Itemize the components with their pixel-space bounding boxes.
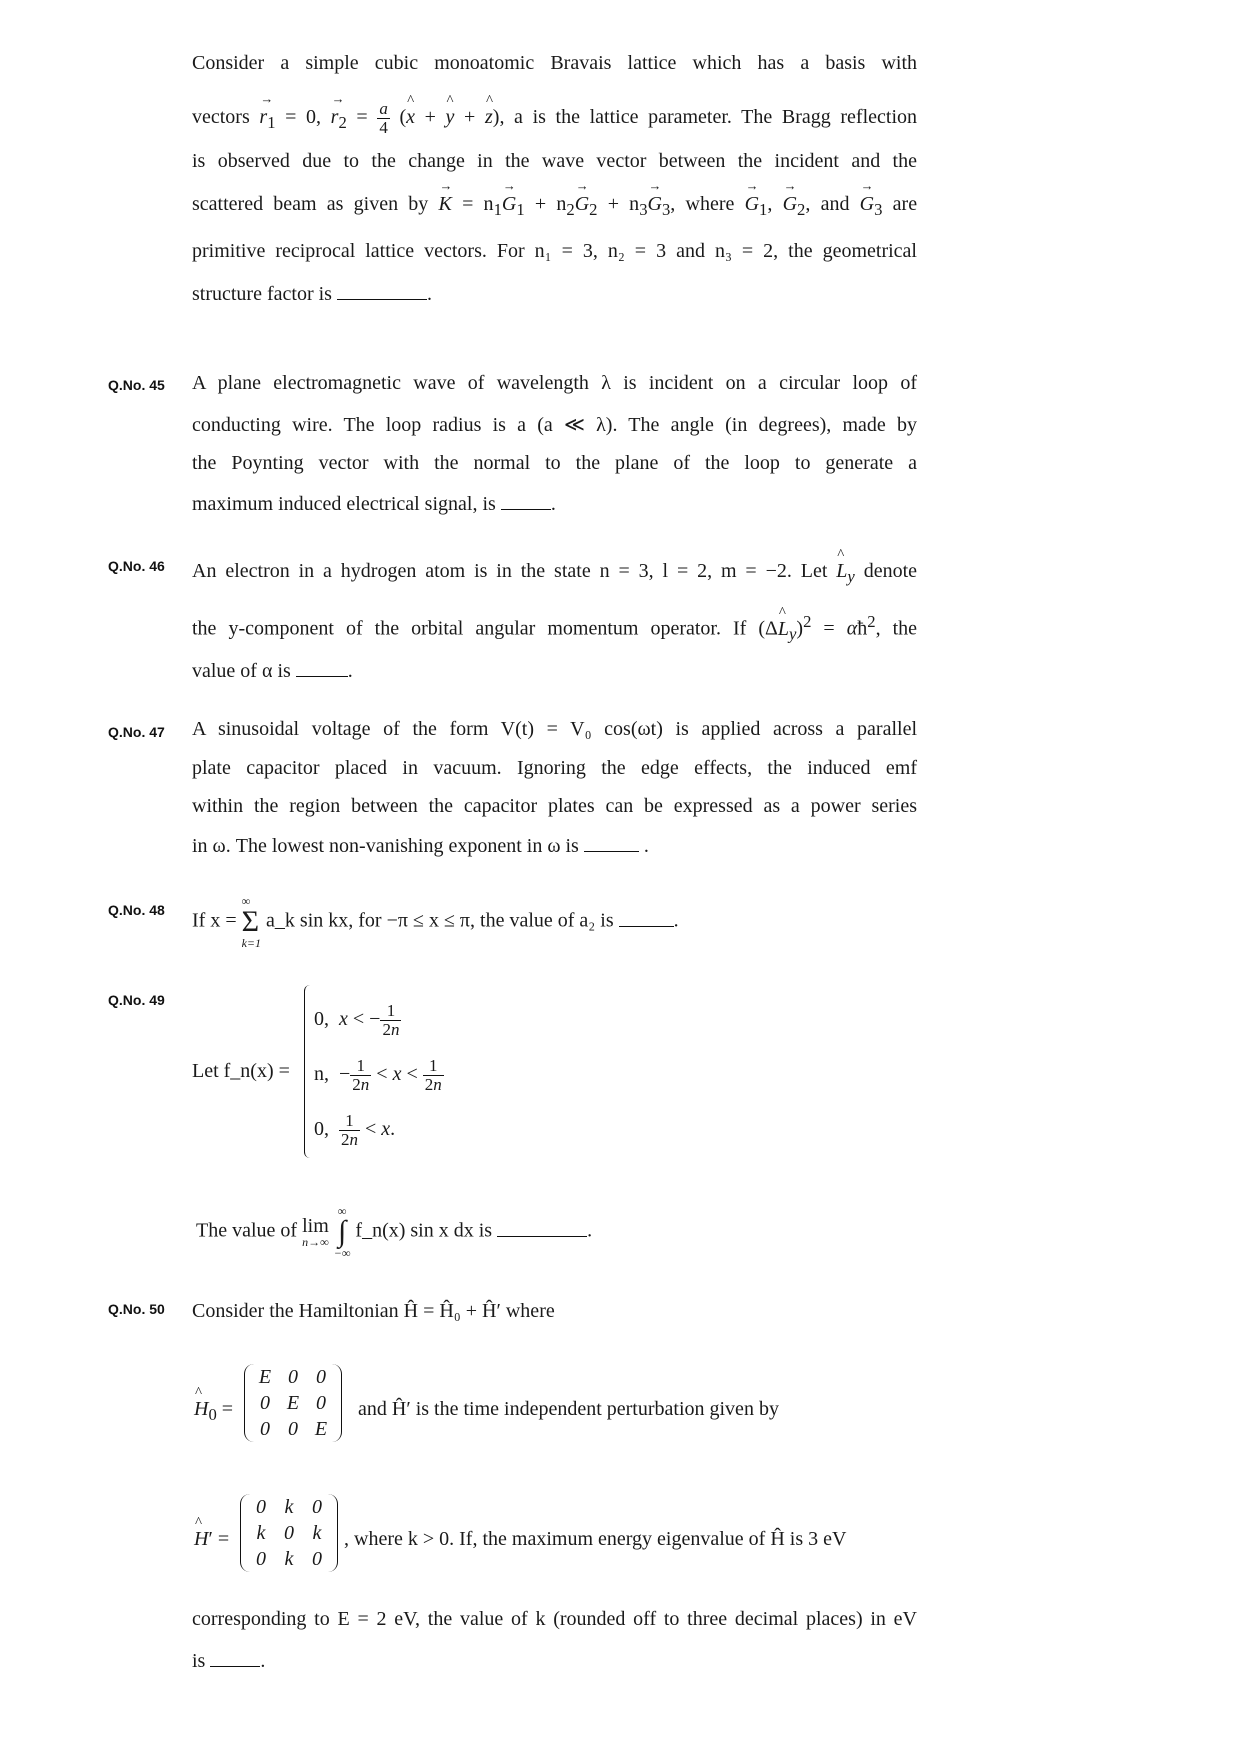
q47-line-3: within the region between the capacitor plates can be expressed as a power series — [192, 795, 917, 817]
q50-is-line: is . — [192, 1650, 266, 1672]
q50-h0-text: and Ĥ′ is the time independent perturbation given by — [358, 1398, 779, 1420]
q44-line-6: structure factor is . — [192, 283, 432, 305]
q44-line-4: scattered beam as given by → $K = n_1\to G_1 + n_2\to G_2 + n_3\to G_3$, where → $G_1$, → $G_2$, and → $G_3$ are — [192, 193, 917, 220]
q49-case-3: 0, $\frac{1}{2n}$ < x. — [314, 1111, 396, 1149]
q48-line-1: If x = ∞ Σ k=1 a_k sin kx, for −π ≤ x ≤ π, the value of a₂ is . — [192, 894, 679, 950]
q44-line-1: Consider a simple cubic monoatomic Bravais lattice which has a basis with — [192, 52, 917, 74]
q45-line-1: A plane electromagnetic wave of wavelength λ is incident on a circular loop of — [192, 372, 917, 394]
q49-label: Q.No. 49 — [108, 992, 165, 1008]
limit-operator: lim n→∞ — [302, 1215, 329, 1249]
q49-case-2: n, − $\frac{1}{2n}$ < x < $\frac{1}{2n}$ — [314, 1056, 442, 1094]
q49-limit-line: The value of lim n→∞ ∞ ∫ −∞ f_n(x) sin x dx is . — [196, 1204, 593, 1260]
q44-line-2: vectors → $r_1 = 0$, → $r_2$ = $\frac{a}{4}$ (^ x + ^ y + ^ z), a is the lattice parameter. The Bragg reflection — [192, 100, 917, 137]
q46-label: Q.No. 46 — [108, 558, 165, 574]
q50-line-1: Consider the Hamiltonian Ĥ = Ĥ₀ + Ĥ′ where — [192, 1300, 555, 1322]
q45-line-3: the Poynting vector with the normal to the plane of the loop to generate a — [192, 452, 917, 474]
q47-line-1: A sinusoidal voltage of the form V(t) = V₀ cos(ωt) is applied across a parallel — [192, 718, 917, 740]
h0-symbol: ^ $H_0$ = — [194, 1398, 233, 1425]
h0-matrix: E 0 0 0 E 0 0 0 E — [244, 1364, 342, 1442]
q50-hp-text: , where k > 0. If, the maximum energy eigenvalue of Ĥ is 3 eV — [344, 1528, 847, 1550]
q46-line-2: the y-component of the orbital angular momentum operator. If (Δ^ $L_y)^2$ = $\alpha ħ^2$, the — [192, 612, 917, 645]
integral-symbol: ∞ ∫ −∞ — [333, 1204, 351, 1260]
q46-line-3: value of α is . — [192, 660, 353, 682]
q45-line-4: maximum induced electrical signal, is . — [192, 493, 556, 515]
q46-line-1: An electron in a hydrogen atom is in the state n = 3, l = 2, m = −2. Let ^ $L_y$ denote — [192, 560, 917, 587]
summation-symbol: ∞ Σ k=1 — [241, 894, 262, 950]
q45-line-2: conducting wire. The loop radius is a (a ≪ λ). The angle (in degrees), made by — [192, 414, 917, 436]
q48-label: Q.No. 48 — [108, 902, 165, 918]
q50-label: Q.No. 50 — [108, 1301, 165, 1317]
q47-line-2: plate capacitor placed in vacuum. Ignoring the edge effects, the induced emf — [192, 757, 917, 779]
hp-symbol: ^ H′ = — [194, 1528, 229, 1551]
piecewise-brace — [304, 985, 313, 1158]
q49-let: Let f_n(x) = — [192, 1060, 290, 1082]
q44-line-5: primitive reciprocal lattice vectors. For n₁ = 3, n₂ = 3 and n₃ = 2, the geometrical — [192, 240, 917, 262]
q50-line-last: corresponding to E = 2 eV, the value of k (rounded off to three decimal places) in eV — [192, 1608, 917, 1630]
hp-matrix: 0 k 0 k 0 k 0 k 0 — [240, 1494, 338, 1572]
q47-label: Q.No. 47 — [108, 724, 165, 740]
q49-case-1: 0, x < − $\frac{1}{2n}$ — [314, 1001, 400, 1039]
q45-label: Q.No. 45 — [108, 377, 165, 393]
q47-line-4: in ω. The lowest non-vanishing exponent in ω is . — [192, 835, 649, 857]
q44-line-3: is observed due to the change in the wave vector between the incident and the — [192, 150, 917, 172]
